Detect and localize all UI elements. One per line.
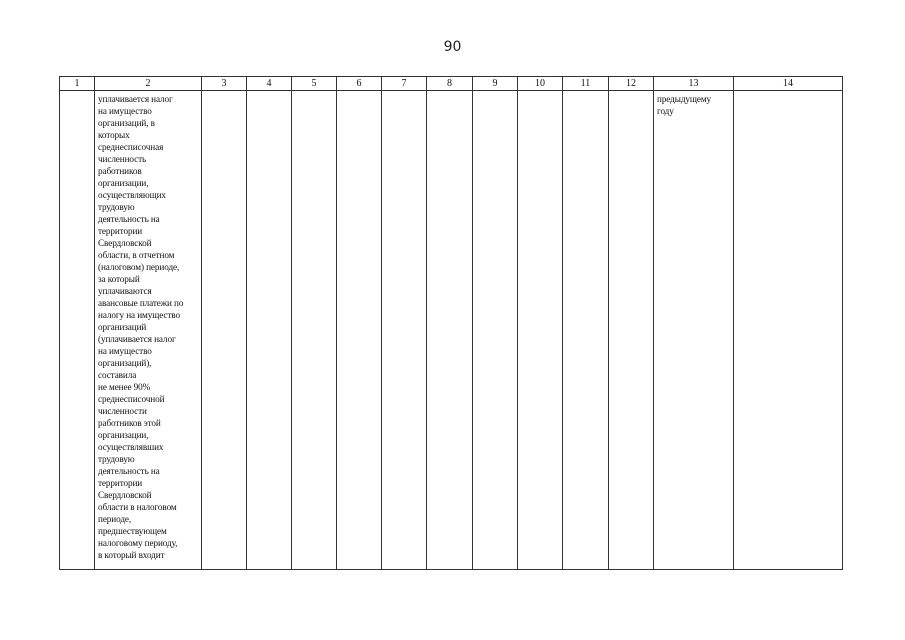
- column-header-7: 7: [382, 77, 427, 91]
- column-header-1: 1: [60, 77, 95, 91]
- column-header-9: 9: [473, 77, 518, 91]
- cell-col-8: [427, 91, 473, 570]
- column-header-10: 10: [518, 77, 563, 91]
- cell-col-6: [337, 91, 382, 570]
- cell-text-col-13: предыдущему году: [657, 94, 712, 116]
- column-header-14: 14: [734, 77, 843, 91]
- cell-col-4: [247, 91, 292, 570]
- cell-col-7: [382, 91, 427, 570]
- cell-col-3: [202, 91, 247, 570]
- data-table: [59, 76, 843, 570]
- cell-text-col-2: уплачивается налог на имущество организаций, в которых среднесписочная численность работников организации, осуществляющих трудовую деятельность на территории Свердловской области, в отчетном (налоговом) периоде, за который уплачиваются авансовые платежи по налогу на имущество организаций (уплачивается налог на имущество организаций), составила не менее 90% среднесписочной численности работников этой организации, осуществлявших трудовую деятельность на территории Свердловской области в налоговом периоде, предшествующем налоговому периоду, в который входит: [98, 94, 184, 560]
- cell-col-14: [734, 91, 843, 570]
- column-header-6: 6: [337, 77, 382, 91]
- cell-col-2: [95, 91, 202, 570]
- column-header-5: 5: [292, 77, 337, 91]
- cell-col-12: [609, 91, 654, 570]
- column-header-11: 11: [563, 77, 609, 91]
- column-header-2: 2: [95, 77, 202, 91]
- column-header-8: 8: [427, 77, 473, 91]
- cell-col-1: [60, 91, 95, 570]
- column-header-12: 12: [609, 77, 654, 91]
- cell-col-9: [473, 91, 518, 570]
- column-header-4: 4: [247, 77, 292, 91]
- table-row: [60, 91, 843, 570]
- cell-col-11: [563, 91, 609, 570]
- page-number: 90: [443, 39, 462, 55]
- column-header-13: 13: [654, 77, 734, 91]
- cell-col-10: [518, 91, 563, 570]
- cell-text-col-1: [60, 91, 94, 93]
- column-header-3: 3: [202, 77, 247, 91]
- cell-col-13: [654, 91, 734, 570]
- cell-col-5: [292, 91, 337, 570]
- header-row: [60, 77, 843, 91]
